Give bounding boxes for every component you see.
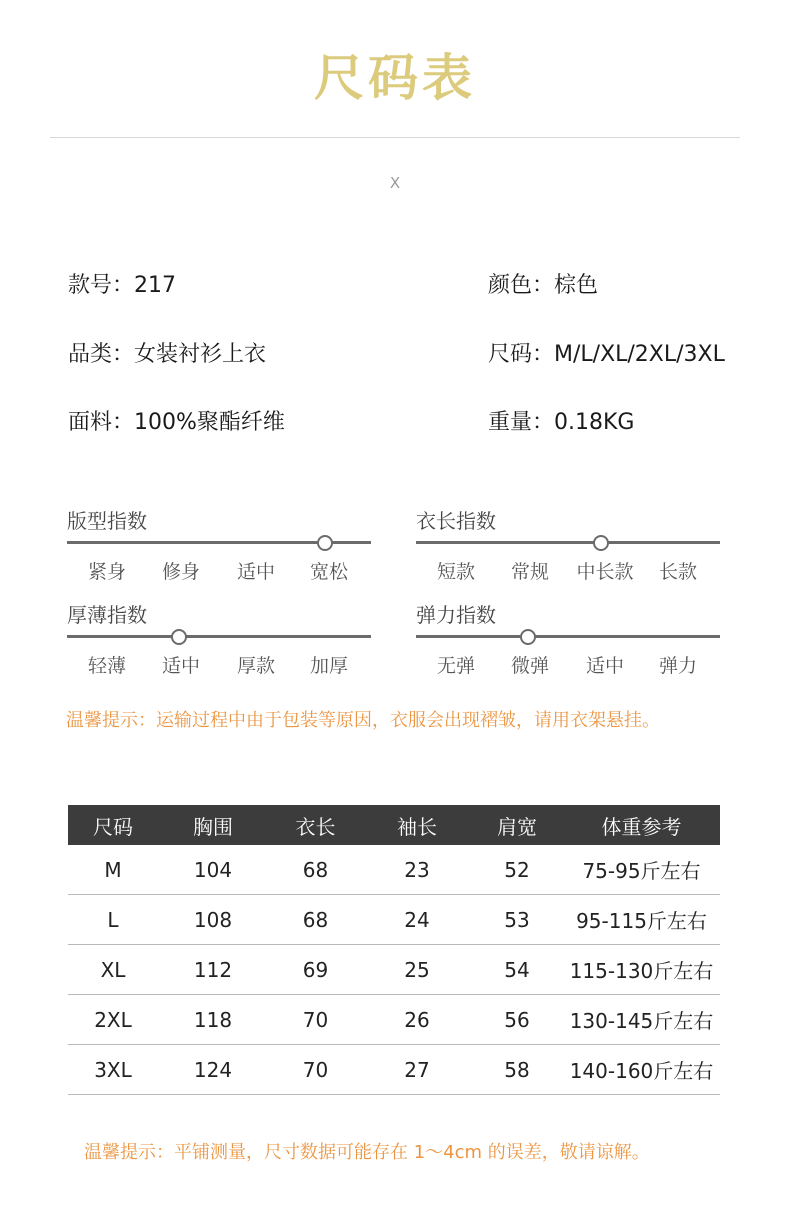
elasticity-index-scale [416,599,720,689]
table-cell: 3XL [68,1045,158,1095]
table-cell: 24 [363,895,471,945]
table-cell: 115-130斤左右 [563,945,720,995]
style-number: 款号：217 [68,273,176,298]
table-cell: 52 [471,845,563,895]
available-sizes: 尺码：M/L/XL/2XL/3XL [488,342,725,367]
product-category: 品类：女装衬衫上衣 [68,342,267,367]
table-cell: 27 [363,1045,471,1095]
shipping-tip: 温馨提示：运输过程中由于包装等原因，衣服会出现褶皱，请用衣架悬挂。 [66,710,660,731]
thickness-index-indicator [171,629,187,645]
table-row [68,995,720,1045]
product-weight: 重量：0.18KG [488,410,635,435]
column-header: 袖长 [363,805,471,845]
table-cell: 108 [158,895,268,945]
length-index-track [416,541,720,544]
measurement-tip: 温馨提示：平铺测量，尺寸数据可能存在 1～4cm 的误差，敬请谅解。 [84,1142,650,1163]
thickness-option: 厚款 [236,655,275,677]
length-index-indicator [593,535,609,551]
table-row [68,895,720,945]
fit-option: 宽松 [309,561,348,583]
fit-option: 修身 [161,561,200,583]
thickness-option: 轻薄 [87,655,126,677]
table-row [68,945,720,995]
fabric-info: 面料：100%聚酯纤维 [68,410,285,435]
elasticity-option: 微弹 [510,655,549,677]
table-row [68,1045,720,1095]
elasticity-index-label: 弹力指数 [416,603,496,627]
thickness-index-track [67,635,371,638]
length-option: 长款 [658,561,697,583]
table-cell: 68 [268,895,363,945]
length-option: 短款 [436,561,475,583]
fit-option: 适中 [236,561,275,583]
elasticity-option: 适中 [585,655,624,677]
table-cell: 69 [268,945,363,995]
table-cell: 130-145斤左右 [563,995,720,1045]
table-cell: 70 [268,995,363,1045]
table-cell: 54 [471,945,563,995]
thickness-index-label: 厚薄指数 [67,603,147,627]
table-cell: 118 [158,995,268,1045]
table-cell: 56 [471,995,563,1045]
fit-option: 紧身 [87,561,126,583]
product-color: 颜色：棕色 [488,273,599,298]
table-cell: 95-115斤左右 [563,895,720,945]
thickness-index-scale [67,599,371,689]
table-cell: 2XL [68,995,158,1045]
close-icon[interactable]: X [389,174,401,192]
table-header-row [68,805,720,845]
table-cell: 53 [471,895,563,945]
table-cell: 23 [363,845,471,895]
table-cell: 70 [268,1045,363,1095]
table-cell: 104 [158,845,268,895]
column-header: 衣长 [268,805,363,845]
table-cell: 25 [363,945,471,995]
elasticity-option: 弹力 [658,655,697,677]
fit-index-scale [67,505,371,595]
elasticity-option: 无弹 [436,655,475,677]
column-header: 尺码 [68,805,158,845]
thickness-option: 加厚 [309,655,348,677]
table-cell: 124 [158,1045,268,1095]
table-cell: 26 [363,995,471,1045]
table-row [68,845,720,895]
length-option: 常规 [510,561,549,583]
table-cell: M [68,845,158,895]
table-cell: 68 [268,845,363,895]
fit-index-label: 版型指数 [67,509,147,533]
table-cell: 58 [471,1045,563,1095]
size-table [68,805,720,1095]
table-cell: XL [68,945,158,995]
elasticity-index-track [416,635,720,638]
table-cell: L [68,895,158,945]
table-cell: 112 [158,945,268,995]
table-cell: 75-95斤左右 [563,845,720,895]
thickness-option: 适中 [161,655,200,677]
length-index-scale [416,505,720,595]
column-header: 体重参考 [563,805,720,845]
title-divider [50,137,740,138]
elasticity-index-indicator [520,629,536,645]
column-header: 肩宽 [471,805,563,845]
fit-index-indicator [317,535,333,551]
table-cell: 140-160斤左右 [563,1045,720,1095]
page-title: 尺码表 [314,49,476,107]
length-index-label: 衣长指数 [416,509,496,533]
length-option: 中长款 [576,561,634,583]
column-header: 胸围 [158,805,268,845]
